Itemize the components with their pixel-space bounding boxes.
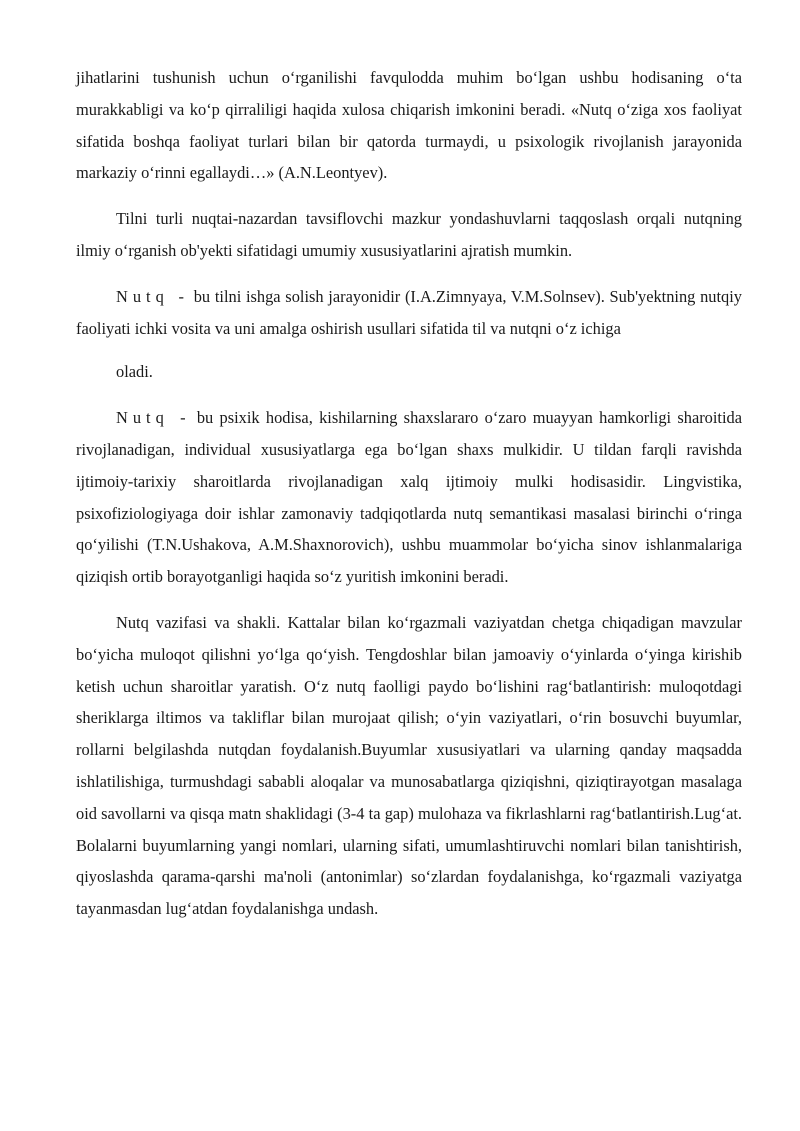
paragraph-3-tail: oladi. <box>116 362 153 382</box>
paragraph-4 <box>76 402 742 593</box>
term-nutq: Nutq - <box>116 408 191 428</box>
paragraph-2: Tilni turli nuqtai-nazardan tavsiflovchi mazkur yondashuvlarni taqqoslash orqali nutqning ilmiy o‘rganish ob'yekti sifatidagi umumiy xususiyatlarini ajratish mumkin. <box>76 209 742 260</box>
term-nutq: Nutq - <box>116 286 189 306</box>
paragraph-3-text: bu tilni ishga solish jarayonidir (I.A.Zimnyaya, V.M.Solnsev). Sub'yektning nutqiy faoliyati ichki vosita va uni amalga oshirish usullari sifatida til va nutqni o‘z ichiga <box>76 286 743 338</box>
paragraph-4-text: bu psixik hodisa, kishilarning shaxslararo o‘zaro muayyan hamkorligi sharoitida rivojlanadigan, individual xususiyatlarga ega bo‘lgan shaxs mulkidir. U tildan farqli ravishda ijtimoiy-tarixiy sharoitlarda rivojlanadigan xalq ijtimoiy mulki hodisasidir. Lingvistika, psixofiziologiyaga doir ishlar zamonaviy tadqiqotlarda nutq semantikasi masalasi birinchi o‘ringa qo‘yilishi (T.N.Ushakova, A.M.Shaxnorovich), ushbu muammolar bo‘yicha sinov ishlanmalariga qiziqish ortib borayotganligi haqida so‘z yuritish imkonini beradi. <box>76 408 743 587</box>
paragraph-3 <box>76 281 742 345</box>
paragraph-1: jihatlarini tushunish uchun o‘rganilishi favqulodda muhim bo‘lgan ushbu hodisaning o‘ta murakkabligi va ko‘p qirraliligi haqida xulosa chiqarish imkonini beradi. «Nutq o‘ziga xos faoliyat sifatida boshqa faoliyat turlari bilan bir qatorda turmaydi, u psixologik rivojlanish jarayonida markaziy o‘rinni egallaydi…» (A.N.Leontyev). <box>76 68 742 183</box>
document-body <box>76 62 742 925</box>
paragraph-5: Nutq vazifasi va shakli. Kattalar bilan ko‘rgazmali vaziyatdan chetga chiqadigan mavzular bo‘yicha muloqot qilishni yo‘lga qo‘yish. Tengdoshlar bilan jamoaviy o‘yinlarda o‘yinga kirishib ketish uchun sharoitlar yaratish. O‘z nutq faolligi paydo bo‘lishini rag‘batlantirish: muloqotdagi sheriklarga iltimos va takliflar bilan murojaat qilish; o‘yin vaziyatlari, o‘rin bosuvchi buyumlar, rollarni belgilashda nutqdan foydalanish.Buyumlar xususiyatlari va ularning qanday maqsadda ishlatilishiga, turmushdagi sababli aloqalar va munosabatlarga qiziqishni, qiziqtirayotgan masalaga oid savollarni va qisqa matn shaklidagi (3-4 ta gap) mulohaza va fikrlashlarni rag‘batlantirish.Lug‘at. Bolalarni buyumlarning yangi nomlari, ularning sifati, umumlashtiruvchi nomlari bilan tanishtirish, qiyoslashda qarama-qarshi ma'noli (antonimlar) so‘zlardan foydalanishga, ko‘rgazmali vaziyatga tayanmasdan lug‘atdan foydalanishga undash. <box>76 612 742 919</box>
